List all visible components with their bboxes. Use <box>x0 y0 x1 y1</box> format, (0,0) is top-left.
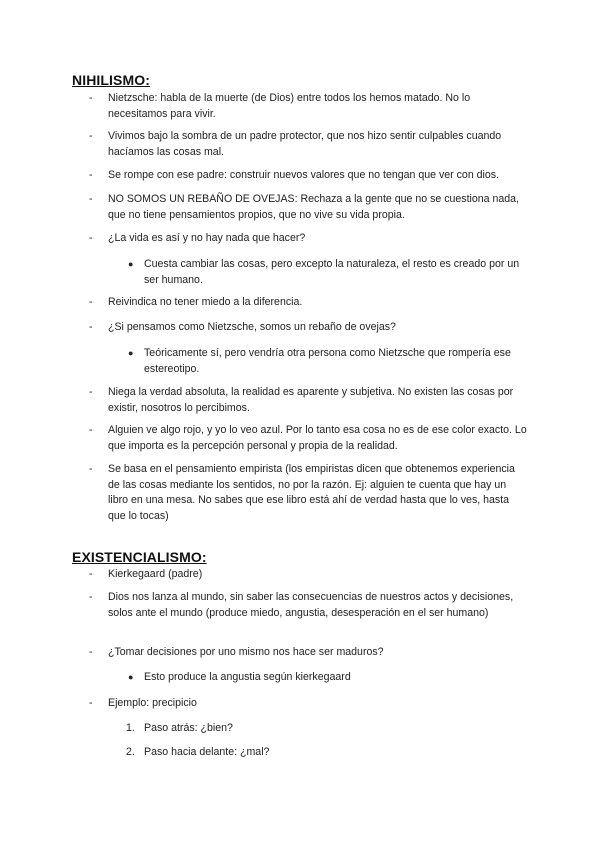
dash-marker: - <box>89 193 93 205</box>
list-item: Vivimos bajo la sombra de un padre protector, que nos hizo sentir culpables cuando hacíamos las cosas mal. <box>108 130 502 158</box>
dash-marker: - <box>89 232 93 244</box>
dash-marker: - <box>89 296 93 308</box>
dash-marker: - <box>89 321 93 333</box>
dash-marker: - <box>89 591 93 603</box>
bullet-marker: ● <box>128 259 134 269</box>
dash-marker: - <box>89 169 93 181</box>
list-item: Se rompe con ese padre: construir nuevos valores que no tengan que ver con dios. <box>108 169 500 181</box>
sub-list-item: Teóricamente sí, pero vendría otra persona como Nietzsche que rompería ese estereotipo. <box>144 347 511 375</box>
dash-marker: - <box>89 130 93 142</box>
list-item: NO SOMOS UN REBAÑO DE OVEJAS: Rechaza a la gente que no se cuestiona nada, que no tiene pensamientos propios, que no vive su vida propia. <box>108 193 519 221</box>
list-item: Se basa en el pensamiento empirista (los empiristas dicen que obtenemos experiencia de las cosas mediante los sentidos, no por la razón. Ej: alguien te cuenta que hay un libro en una mesa. No sabes que ese libro está ahí de verdad hasta que lo ves, hasta que lo tocas) <box>108 463 515 522</box>
numbered-item: Paso atrás: ¿bien? <box>144 722 233 734</box>
list-item: Alguien ve algo rojo, y yo lo veo azul. Por lo tanto esa cosa no es de ese color exacto. Lo que importa es la percepción personal y propia de la realidad. <box>108 424 527 452</box>
number-marker: 1. <box>126 722 135 734</box>
dash-marker: - <box>89 92 93 104</box>
list-item: Dios nos lanza al mundo, sin saber las consecuencias de nuestros actos y decisiones, solos ante el mundo (produce miedo, angustia, desesperación en el ser humano) <box>108 591 514 619</box>
list-item: ¿Si pensamos como Nietzsche, somos un rebaño de ovejas? <box>108 321 396 333</box>
list-item: ¿La vida es así y no hay nada que hacer? <box>108 232 306 244</box>
sub-list-item: Cuesta cambiar las cosas, pero excepto la naturaleza, el resto es creado por un ser humano. <box>144 258 520 286</box>
section-heading-existencialismo: EXISTENCIALISMO: <box>72 549 207 565</box>
list-item: Niega la verdad absoluta, la realidad es aparente y subjetiva. No existen las cosas por existir, nosotros lo percibimos. <box>108 386 514 414</box>
sub-list-item: Esto produce la angustia según kierkegaard <box>144 671 351 683</box>
dash-marker: - <box>89 463 93 475</box>
number-marker: 2. <box>126 746 135 758</box>
list-item: Kierkegaard (padre) <box>108 568 203 580</box>
dash-marker: - <box>89 568 93 580</box>
list-item: Reivindica no tener miedo a la diferencia. <box>108 296 303 308</box>
section-heading-nihilismo: NIHILISMO: <box>72 72 150 88</box>
dash-marker: - <box>89 646 93 658</box>
list-item: ¿Tomar decisiones por uno mismo nos hace ser maduros? <box>108 646 384 658</box>
bullet-marker: ● <box>128 672 134 682</box>
dash-marker: - <box>89 386 93 398</box>
list-item: Nietzsche: habla de la muerte (de Dios) entre todos los hemos matado. No lo necesitamos para vivir. <box>108 92 471 120</box>
dash-marker: - <box>89 424 93 436</box>
list-item: Ejemplo: precipicio <box>108 697 197 709</box>
numbered-item: Paso hacia delante: ¿mal? <box>144 746 270 758</box>
bullet-marker: ● <box>128 348 134 358</box>
dash-marker: - <box>89 697 93 709</box>
